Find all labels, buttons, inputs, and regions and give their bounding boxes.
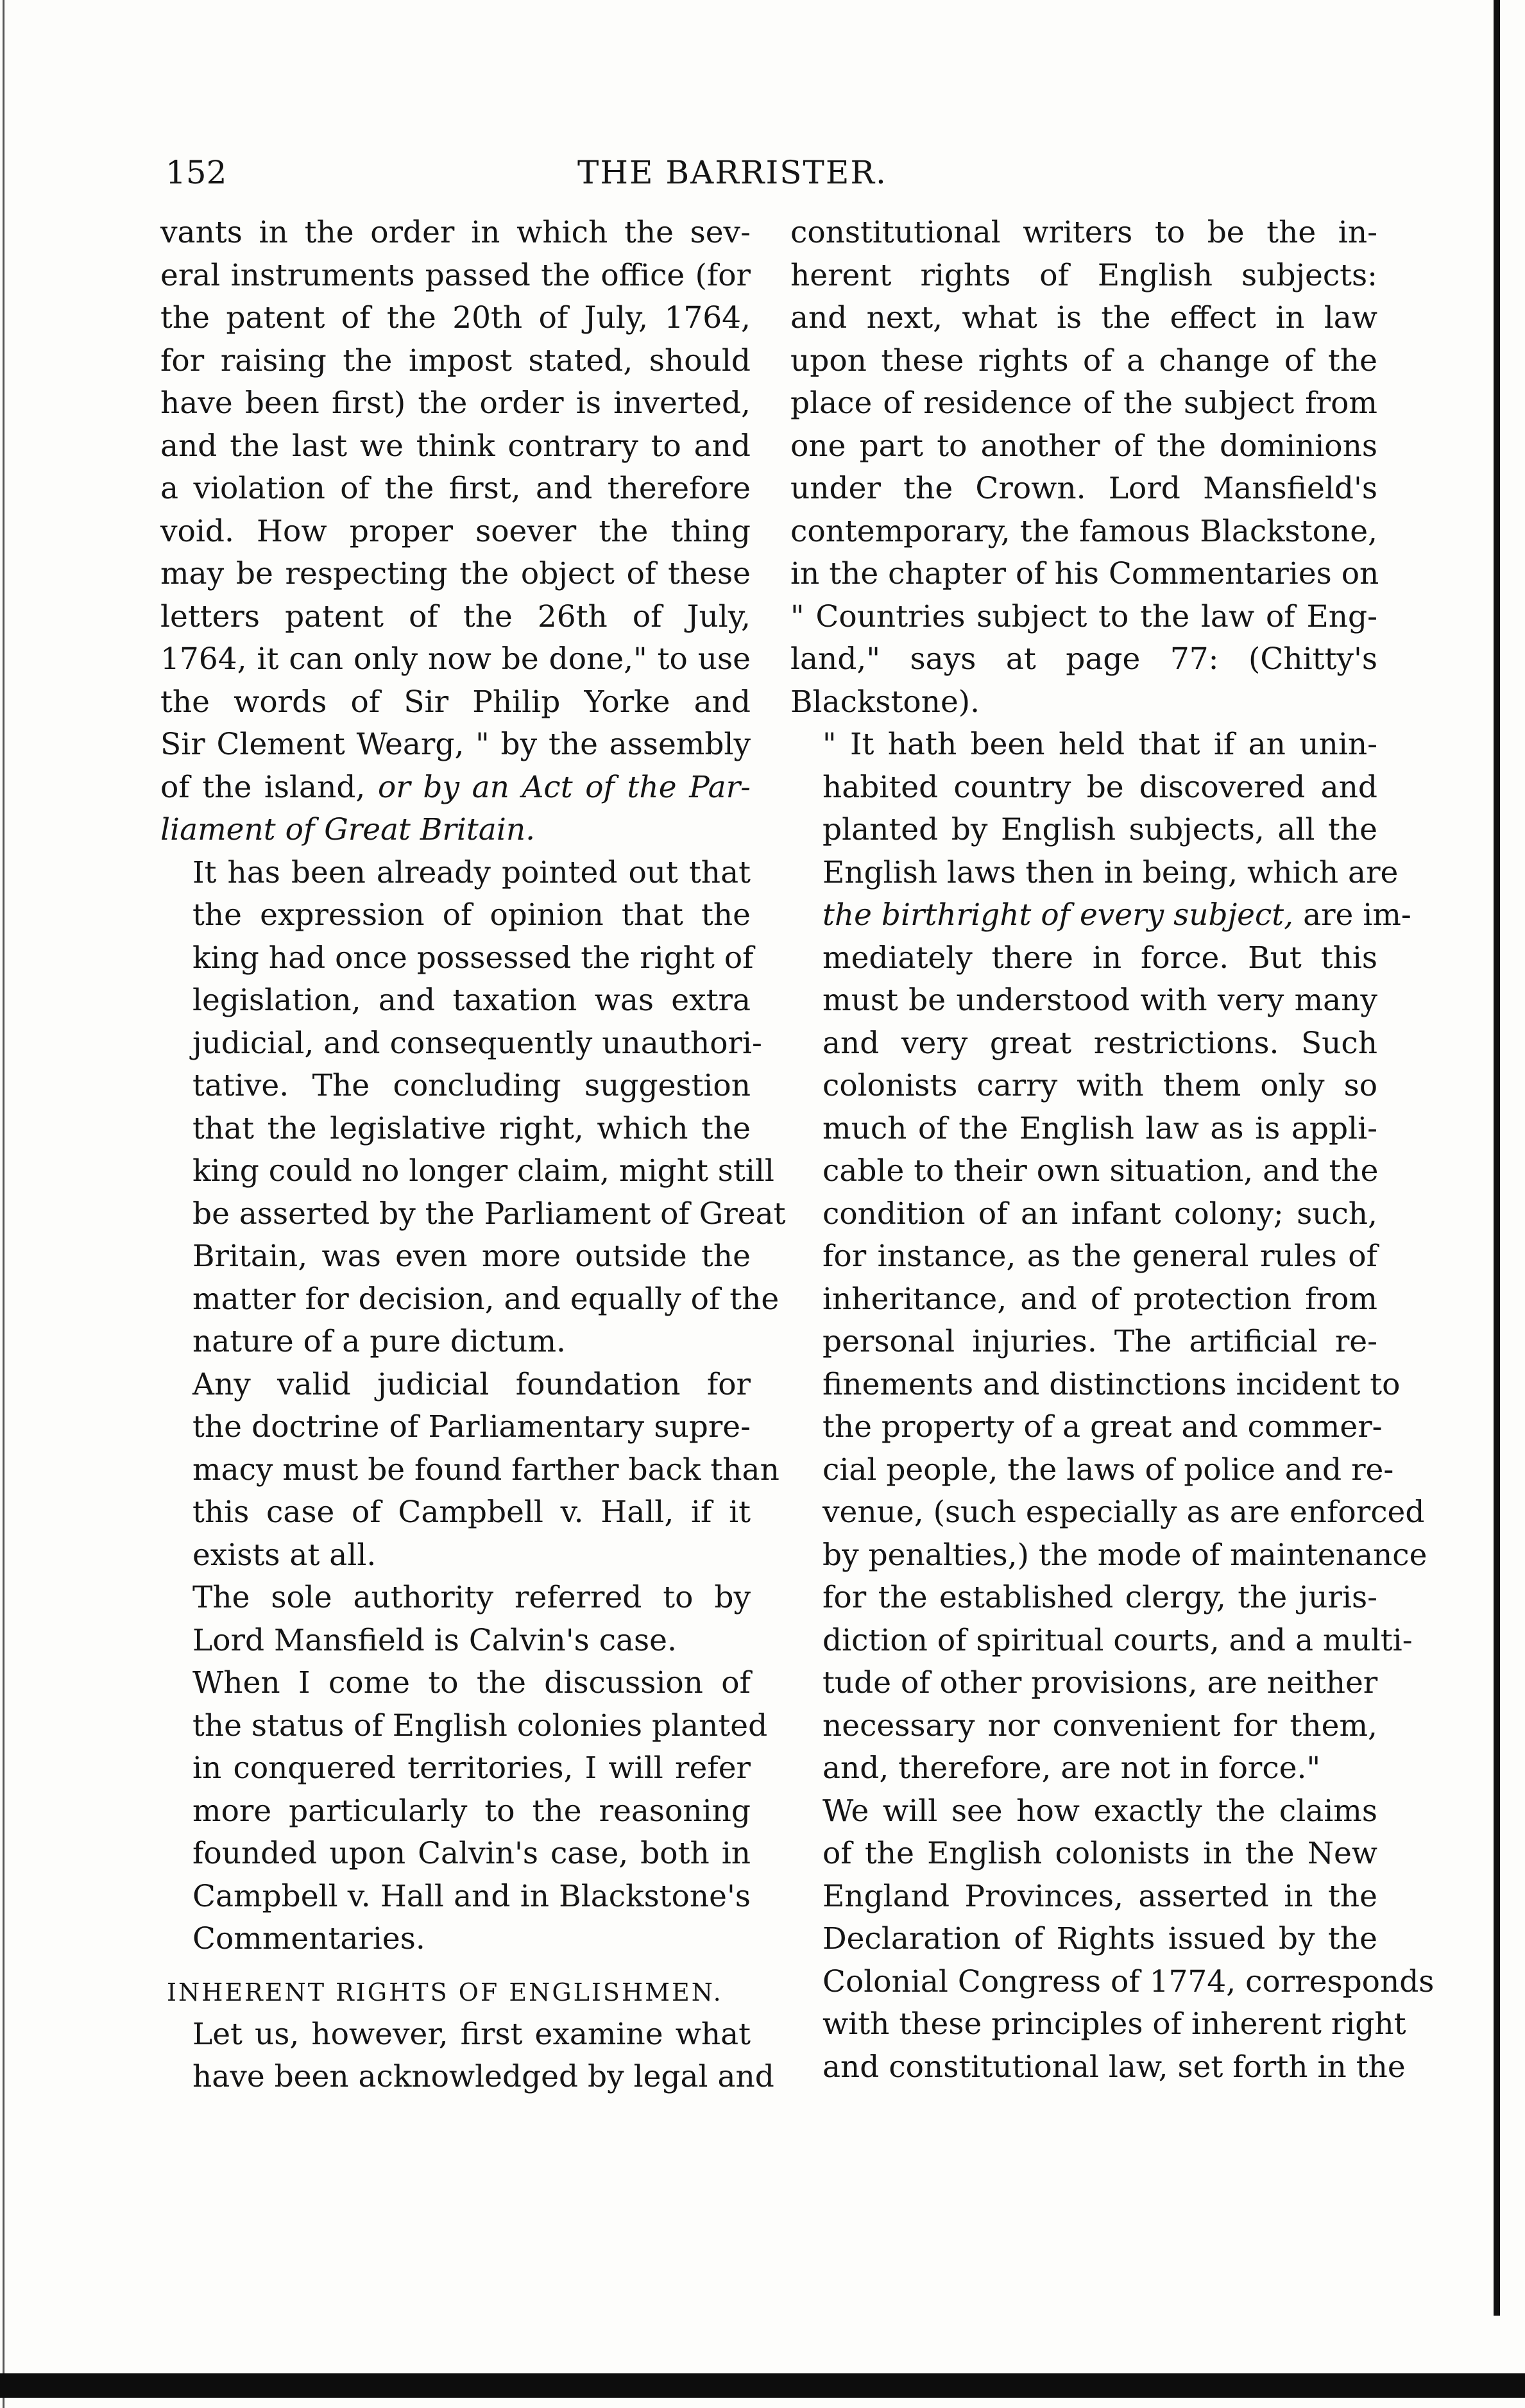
text-line: When I come to the discussion of xyxy=(192,1665,751,1700)
text-line: necessary nor convenient for them, xyxy=(822,1708,1377,1743)
text-line: the status of English colonies planted xyxy=(192,1708,768,1743)
text-line: We will see how exactly the claims xyxy=(822,1793,1377,1829)
text-line: Campbell v. Hall and in Blackstone's xyxy=(192,1878,751,1914)
text-line: one part to another of the dominions xyxy=(790,428,1377,464)
text-line: Commentaries. xyxy=(192,1921,425,1956)
text-line: a violation of the first, and therefore xyxy=(160,471,751,506)
text-line: It has been already pointed out that xyxy=(192,854,751,890)
text-line xyxy=(160,767,751,810)
text-line: and the last we think contrary to and xyxy=(160,428,751,464)
running-head: THE BARRISTER. xyxy=(577,154,887,191)
text-line: tative. The concluding suggestion xyxy=(192,1068,751,1103)
text-line: Colonial Congress of 1774, corresponds xyxy=(822,1963,1435,1999)
paragraph xyxy=(160,2014,774,2099)
text-line: matter for decision, and equally of the xyxy=(192,1281,780,1317)
text-line: exists at all. xyxy=(192,1537,377,1573)
paragraph xyxy=(160,1577,751,1662)
text-line: Let us, however, first examine what xyxy=(192,2016,751,2052)
text-line: have been first) the order is inverted, xyxy=(160,386,751,421)
italic-text: or by an Act of the Par- xyxy=(377,769,751,805)
scan-edge-bottom xyxy=(0,2373,1525,2398)
text-line: " It hath been held that if an unin- xyxy=(822,727,1377,762)
text-line: void. How proper soever the thing xyxy=(160,513,751,549)
text-line: personal injuries. The artificial re- xyxy=(822,1324,1377,1359)
text-line: that the legislative right, which the xyxy=(192,1110,751,1146)
text-line: by penalties,) the mode of maintenance xyxy=(822,1537,1427,1573)
text-line: condition of an infant colony; such, xyxy=(822,1196,1377,1232)
text-line: mediately there in force. But this xyxy=(822,940,1377,976)
text-line: the expression of opinion that the xyxy=(192,897,751,933)
text-line: " Countries subject to the law of Eng- xyxy=(790,598,1377,634)
text-line: the patent of the 20th of July, 1764, xyxy=(160,300,751,335)
text-line: for instance, as the general rules of xyxy=(822,1239,1377,1274)
text-line: 1764, it can only now be done," to use xyxy=(160,641,751,677)
text-line: much of the English law as is appli- xyxy=(822,1110,1377,1146)
text-line: habited country be discovered and xyxy=(822,769,1377,805)
right-column xyxy=(790,212,1435,2089)
text-fragment: English laws then in being, which are xyxy=(822,854,1399,890)
text-line: cable to their own situation, and the xyxy=(822,1153,1379,1189)
text-line: must be understood with very many xyxy=(822,983,1377,1018)
text-line: the doctrine of Parliamentary supre- xyxy=(192,1409,751,1445)
text-line: contemporary, the famous Blackstone, xyxy=(790,513,1377,549)
text-line: and very great restrictions. Such xyxy=(822,1025,1377,1061)
text-fragment: are im- xyxy=(1293,897,1411,933)
section-heading: INHERENT RIGHTS OF ENGLISHMEN. xyxy=(167,1978,723,2006)
text-line: king had once possessed the right of xyxy=(192,940,754,976)
paragraph xyxy=(160,1662,768,1961)
italic-text: the birthright of every subject, xyxy=(822,897,1294,933)
scan-edge-left xyxy=(3,0,4,2408)
text-line: place of residence of the subject from xyxy=(790,386,1377,421)
text-line xyxy=(790,852,1399,895)
text-line: founded upon Calvin's case, both in xyxy=(192,1836,751,1871)
text-line: planted by English subjects, all the xyxy=(822,812,1377,847)
text-line: inheritance, and of protection from xyxy=(822,1281,1377,1317)
text-line: Lord Mansfield is Calvin's case. xyxy=(192,1622,677,1658)
text-line: Sir Clement Wearg, " by the assembly xyxy=(160,727,751,762)
text-line: herent rights of English subjects: xyxy=(790,257,1377,293)
paragraph xyxy=(790,1790,1435,2089)
paragraph xyxy=(160,212,751,852)
text-line: be asserted by the Parliament of Great xyxy=(192,1196,786,1232)
text-line: and constitutional law, set forth in the xyxy=(822,2049,1406,2085)
paragraph xyxy=(160,852,786,1364)
text-line: Britain, was even more outside the xyxy=(192,1239,751,1274)
text-line: judicial, and consequently unauthori- xyxy=(192,1025,762,1061)
text-line: upon these rights of a change of the xyxy=(790,343,1377,378)
page-number: 152 xyxy=(166,154,227,191)
text-line: in conquered territories, I will refer xyxy=(192,1751,751,1786)
text-line: constitutional writers to be the in- xyxy=(790,215,1377,250)
text-line: letters patent of the 26th of July, xyxy=(160,598,751,634)
text-line: under the Crown. Lord Mansfield's xyxy=(790,471,1377,506)
text-line: legislation, and taxation was extra xyxy=(192,983,751,1018)
text-line: more particularly to the reasoning xyxy=(192,1793,751,1829)
text-line: in the chapter of his Commentaries on xyxy=(790,556,1379,591)
text-line: macy must be found farther back than xyxy=(192,1452,780,1488)
italic-text: liament of Great Britain. xyxy=(160,812,536,847)
text-fragment: of the island, xyxy=(160,769,378,805)
scan-edge-right xyxy=(1494,0,1500,2316)
text-line: may be respecting the object of these xyxy=(160,556,751,591)
text-line xyxy=(790,894,1411,937)
text-line: Any valid judicial foundation for xyxy=(192,1366,751,1402)
text-line: and next, what is the effect in law xyxy=(790,300,1377,335)
text-line: the property of a great and commer- xyxy=(822,1409,1383,1445)
text-line: eral instruments passed the office (for xyxy=(160,257,751,293)
text-line: colonists carry with them only so xyxy=(822,1068,1377,1103)
text-line: cial people, the laws of police and re- xyxy=(822,1452,1394,1488)
text-line: and, therefore, are not in force." xyxy=(822,1751,1321,1786)
text-line: with these principles of inherent right xyxy=(822,2006,1406,2042)
paragraph xyxy=(790,724,1427,1790)
text-line: the words of Sir Philip Yorke and xyxy=(160,684,751,720)
text-line: finements and distinctions incident to xyxy=(822,1366,1401,1402)
text-line: this case of Campbell v. Hall, if it xyxy=(192,1495,751,1530)
text-line: venue, (such especially as are enforced xyxy=(822,1495,1425,1530)
text-line: diction of spiritual courts, and a multi- xyxy=(822,1622,1413,1658)
text-line: of the English colonists in the New xyxy=(822,1836,1377,1871)
text-line: tude of other provisions, are neither xyxy=(822,1665,1378,1700)
text-line: Declaration of Rights issued by the xyxy=(822,1921,1377,1956)
text-line xyxy=(160,809,751,852)
text-line: vants in the order in which the sev- xyxy=(160,215,751,250)
paragraph xyxy=(790,212,1377,724)
text-line: have been acknowledged by legal and xyxy=(192,2059,774,2094)
text-line: The sole authority referred to by xyxy=(192,1580,751,1615)
text-line: for raising the impost stated, should xyxy=(160,343,751,378)
text-line: England Provinces, asserted in the xyxy=(822,1878,1377,1914)
text-line: Blackstone). xyxy=(790,684,980,720)
text-line: for the established clergy, the juris- xyxy=(822,1580,1377,1615)
text-line: land," says at page 77: (Chitty's xyxy=(790,641,1377,677)
text-line: nature of a pure dictum. xyxy=(192,1324,566,1359)
text-line: king could no longer claim, might still xyxy=(192,1153,774,1189)
paragraph xyxy=(160,1364,780,1577)
left-column xyxy=(160,212,786,2099)
